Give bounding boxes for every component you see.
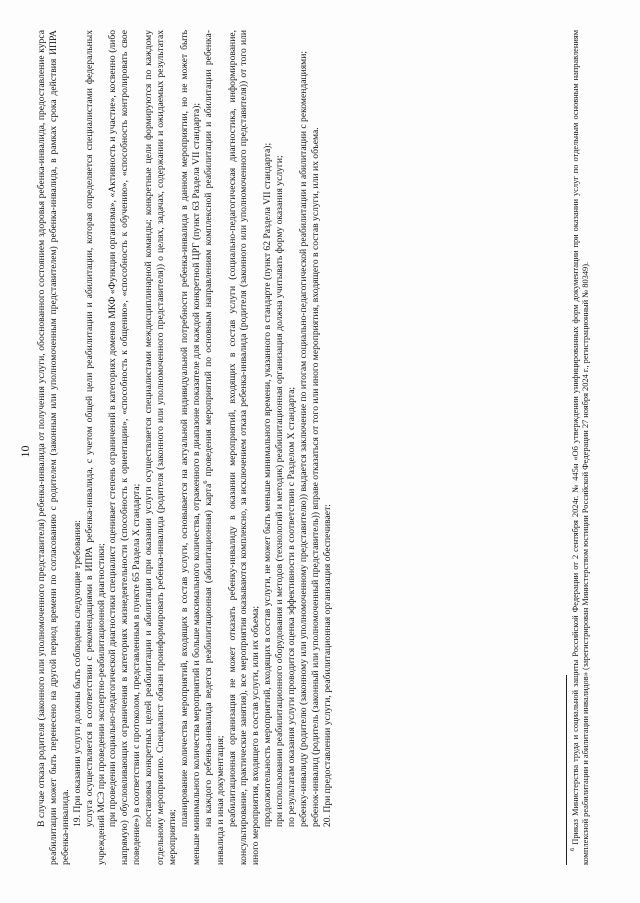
footnote-reference: 6 <box>201 480 209 484</box>
paragraph-requirements-heading: 19. При оказании услуги должны быть соблюдены следующие требования: <box>71 520 83 827</box>
paragraph-effectiveness: по результатам оказания услуги проводится оценка эффективности в соответствии с Разделом X стандарта; <box>286 386 298 827</box>
footnote-text-line <box>571 30 591 865</box>
paragraph-ipra-recommendations: услуга осуществляется в соответствии с рекомендациями в ИПРА ребенка-инвалида, с учетом общей цели реабилитации и абилитации, которая определяется специалистами федеральных учреждений МСЭ при проведении экспертно-реабилитационной диагностики; <box>83 30 107 865</box>
footnote-text: Приказ Министерства труда и социальной защиты Российской Федерации от 2 сентября 2024г. № 445н «Об утверждении унифицированных форм документации при оказании услуг по отдельным основным направлениям комплексной реабилитации и абилитации инвалидов» (зарегистрирован Министерством юстиции Российской Федерации 27 ноября 2024 г., регистрационный № 80349). <box>571 29 590 865</box>
footnote <box>571 30 591 865</box>
paragraph-goals: постановка конкретных целей реабилитации и абилитации при оказании услуги осуществляется специалистами междисциплинарной команды; конкретные цели формируются по каждому отдельному мероприятию. Специалист обязан проинформировать ребенка-инвалида (родителя (законного или уполномоченного представителя)) о целях, задачах, содержании и ожидаемых результатах мероприятия; <box>143 30 178 865</box>
paragraph-right-to-refuse: ребенок-инвалид (родитель (законный или уполномоченный представитель)) вправе отказаться от того или иного мероприятия, входящего в состав услуги, или их объема. <box>309 127 321 827</box>
rehab-card-text: на каждого ребенка-инвалида ведется реабилитационная (абилитационная) карта <box>202 483 214 827</box>
paragraph-no-refusal: реабилитационная организация не может отказать ребенку-инвалиду в оказании мероприятий, входящих в состав услуги (социально-педагогическая диагностика, информирование, консультирование, практические занятия), все мероприятия оказываются комплексно, за исключением отказа ребенка-инвалида (родителя (законного или уполномоченного представителя)) от того или иного мероприятия, входящего в состав услуги, или их объема; <box>226 30 262 865</box>
paragraph-planning: планирование количества мероприятий, входящих в состав услуги, основывается на актуальной индивидуальной потребности ребенка-инвалида в данном мероприятии, но не может быть меньше минимального количества мероприятий и больше максимального количества, отраженного в диапазоне показателе для каждой конкретной ЦРГ (пункт 63 Раздела VII стандарта); <box>178 30 202 865</box>
paragraph-equipment: при использовании реабилитационного оборудования и методов (технологий и методик) реабилитационная организация должна учитывать форму оказания услуги; <box>274 155 286 827</box>
document-body <box>36 30 334 865</box>
rehab-card-text-tail: проведения мероприятий по основным направлениям комплексной реабилитации и абилитации ребенка-инвалида и иная документация; <box>202 29 226 865</box>
paragraph-conclusion: ребенку-инвалиду (родителю (законному или уполномоченному представителю)) выдается заключение по итогам социально-педагогической реабилитации и абилитации с рекомендациями; <box>297 50 309 827</box>
paragraph-provision-heading: 20. При предоставлении услуги, реабилитационная организация обеспечивает: <box>321 504 333 827</box>
paragraph-refusal: В случае отказа родителя (законного или уполномоченного представителя) ребенка-инвалида от получения услуги, обоснованного состоянием здоровья ребенка-инвалида, предоставление курса реабилитации может быть перенесено на другой период времени по согласованию с родителем (законным или уполномоченным представителем) ребенка-инвалида, в рамках срока действия ИПРА ребенка-инвалида. <box>36 30 71 865</box>
footnote-marker: 6 <box>569 847 577 851</box>
page-number: 10 <box>18 445 32 458</box>
paragraph-duration: продолжительность мероприятий, входящих в состав услуги, не может быть меньше минимального времени, указанного в стандарте (пункт 62 Раздела VII стандарта); <box>262 142 274 827</box>
paragraph-diagnostics: при проведении социально-педагогической диагностики специалист оценивает степень ограничений в категориях доменов МКФ «Функции организма», «Активность и участие», косвенно (либо напрямую) обусловливающих ограничения в категориях жизнедеятельности (способность к ориентации», «способность к общению», «способность к обучению», «способность контролировать свое поведение») в соответствии с протоколом, представленным в пункте 65 Раздела X стандарта; <box>107 30 143 865</box>
paragraph-rehab-card <box>203 30 227 865</box>
footnote-separator <box>566 675 567 865</box>
